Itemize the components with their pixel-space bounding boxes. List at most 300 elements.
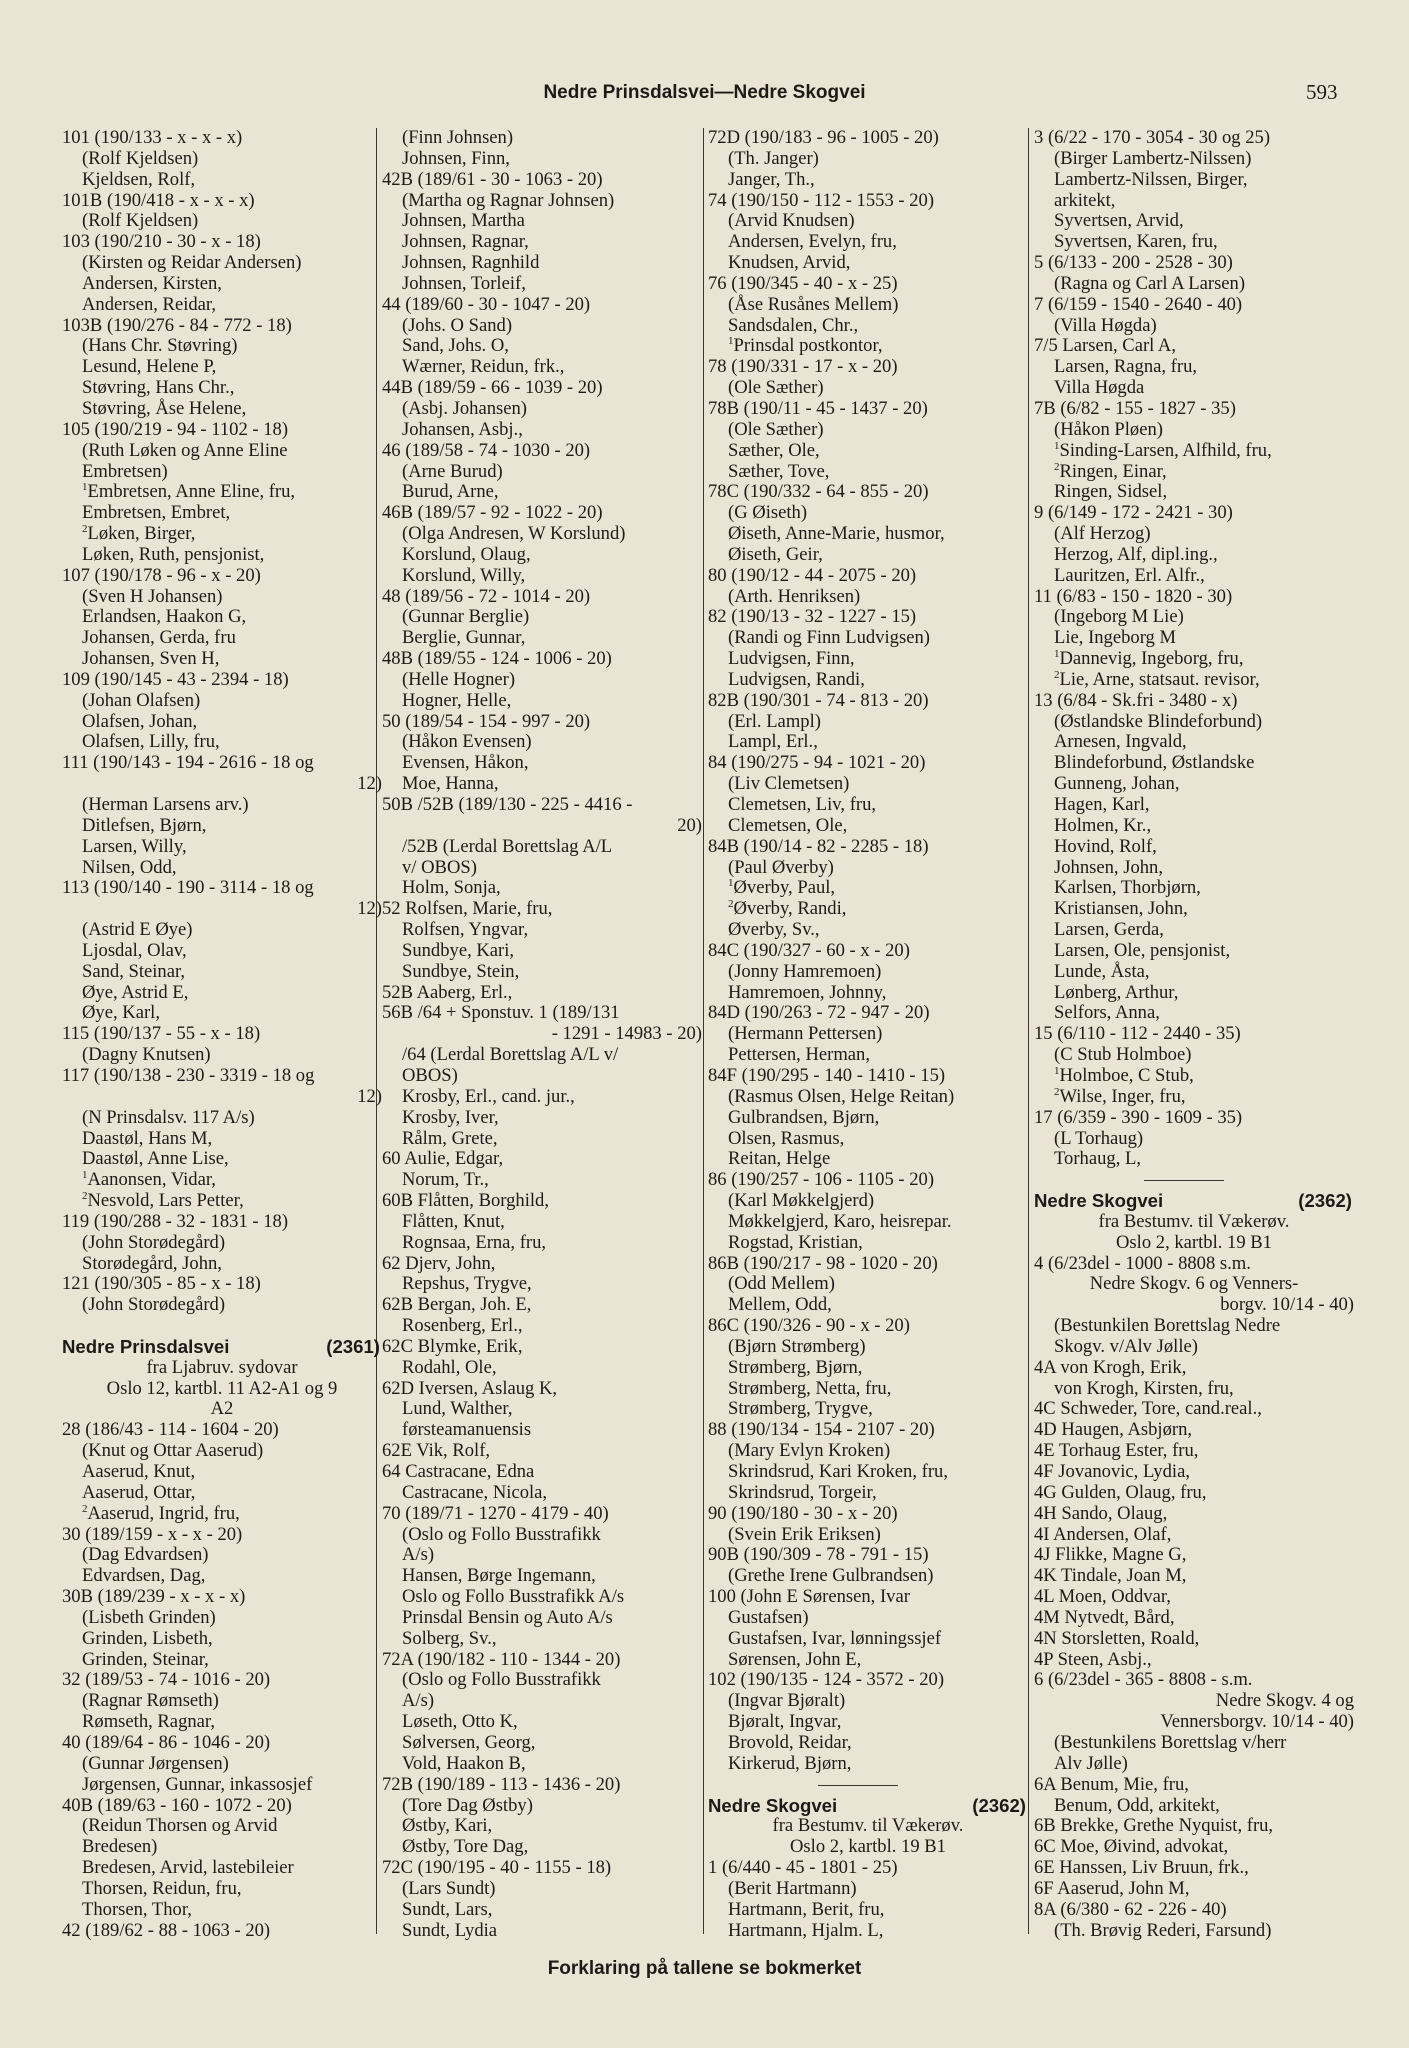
entry-line [382,1420,702,1441]
entry-line [62,858,382,879]
entry-line [1034,795,1354,816]
address-entry [382,1504,702,1525]
entry-line [62,1858,382,1879]
page-footer: Forklaring på tallene se bokmerket [547,1958,862,1979]
entry-text: 3 (6/22 - 170 - 3054 - 30 og 25) [1034,127,1271,148]
entry-text: (Svein Erik Eriksen) [728,1523,881,1545]
entry-text: 4K Tindale, Joan M, [1034,1565,1187,1587]
entry-text: 30B (189/239 - x - x - x) [62,1586,246,1608]
address-entry [1034,336,1354,357]
street-name: Nedre Skogvei [1034,1190,1164,1212]
entry-text: 84C (190/327 - 60 - x - 20) [708,939,910,961]
address-entry [382,1337,702,1358]
entry-line [708,1816,1028,1837]
entry-text: 11 (6/83 - 150 - 1820 - 30) [1034,585,1233,607]
address-entry [1034,1420,1354,1441]
entry-text: 4A von Krogh, Erik, [1034,1356,1187,1378]
address-entry [708,837,1028,858]
entry-line [62,649,382,670]
footnote-marker: 2 [82,1189,88,1202]
entry-text: 7 (6/159 - 1540 - 2640 - 40) [1034,293,1243,315]
entry-text: Gustafsen) [728,1606,809,1628]
section-rule [1034,1170,1354,1191]
entry-line [708,1629,1028,1650]
entry-text: Reitan, Helge [728,1148,831,1170]
entry-text: 52B Aaberg, Erl., [382,981,513,1003]
address-entry [382,295,702,316]
entry-line [1034,920,1354,941]
entry-line [708,628,1028,649]
entry-line [1034,1003,1354,1024]
entry-text: (Erl. Lampl) [728,710,821,732]
entry-text: 6B Brekke, Grethe Nyquist, fru, [1034,1815,1274,1837]
entry-text: Moe, Hanna, [402,773,499,795]
entry-text: Rålm, Grete, [402,1127,498,1149]
entry-text: Gustafsen, Ivar, lønningssjef [728,1627,942,1649]
entry-text: 4F Jovanovic, Lydia, [1034,1461,1190,1482]
entry-text: 64 Castracane, Edna [382,1461,535,1482]
entry-text: 40 (189/64 - 86 - 1046 - 20) [62,1731,271,1753]
entry-text: Aaserud, Ottar, [82,1481,196,1503]
address-entry [382,795,702,816]
entry-line [708,295,1028,316]
address-entry [1034,399,1354,420]
entry-text: (L Torhaug) [1054,1127,1144,1149]
entry-line [1034,962,1354,983]
address-entry [382,1003,702,1024]
entry-line [62,837,382,858]
address-entry [1034,587,1354,608]
entry-text: Nedre Skogv. 6 og Venners- [1089,1273,1299,1295]
entry-line [1034,441,1354,462]
entry-text: Nilsen, Odd, [82,856,177,878]
entry-text: Daastøl, Anne Lise, [82,1148,229,1170]
entry-text: Vennersborgv. 10/14 - 40) [1160,1711,1354,1733]
entry-text: Olafsen, Johan, [82,710,198,732]
address-entry [62,670,382,691]
entry-line [1034,1149,1354,1170]
entry-line [62,1170,382,1191]
entry-line [1034,816,1354,837]
entry-line [382,753,702,774]
entry-text: (Hermann Pettersen) [728,1023,883,1045]
address-entry [1034,1504,1354,1525]
entry-line [382,1316,702,1337]
entry-line [382,1712,702,1733]
entry-line [708,1191,1028,1212]
entry-text: Karlsen, Thorbjørn, [1054,877,1201,899]
entry-line [62,712,382,733]
entry-text: (Gunnar Jørgensen) [82,1752,229,1774]
entry-line [708,649,1028,670]
footnote-marker: 1 [1054,1064,1060,1077]
entry-text: Selfors, Anna, [1054,1002,1160,1024]
entry-text: (John Storødegård) [82,1231,226,1253]
address-entry [382,1650,702,1671]
entry-text: Sand, Steinar, [82,960,186,982]
entry-text: 62B Bergan, Joh. E, [382,1294,532,1316]
entry-text: Prinsdal Bensin og Auto A/s [402,1606,613,1628]
entry-line [382,1024,702,1045]
entry-text: fra Ljabruv. sydovar [146,1356,298,1378]
entry-text: Skogv. v/Alv Jølle) [1054,1335,1198,1357]
entry-text: (Bestunkilen Borettslag Nedre [1054,1315,1281,1337]
entry-line [62,1837,382,1858]
entry-text: Støvring, Hans Chr., [82,377,235,399]
entry-line [708,774,1028,795]
entry-line [1034,274,1354,295]
section-rule [708,1775,1028,1796]
entry-text: Andersen, Kirsten, [82,272,222,294]
entry-text: 90B (190/309 - 78 - 791 - 15) [708,1544,929,1566]
entry-text: 52 Rolfsen, Marie, fru, [382,898,553,920]
entry-text: Øiseth, Anne-Marie, husmor, [728,523,945,545]
entry-line [382,1170,702,1191]
entry-line [62,1441,382,1462]
entry-line [62,774,382,795]
entry-line [382,1233,702,1254]
entry-text: 101 (190/133 - x - x - x) [62,127,243,148]
entry-line [62,462,382,483]
entry-text: Bjøralt, Ingvar, [728,1711,842,1733]
entry-line [708,232,1028,253]
entry-text: Nesvold, Lars Petter, [87,1190,244,1212]
entry-text: (Bjørn Strømberg) [728,1335,866,1357]
address-entry [1034,1775,1354,1796]
entry-text: (John Storødegård) [82,1294,226,1316]
entry-line [62,1775,382,1796]
entry-text: Lambertz-Nilssen, Birger, [1054,168,1248,190]
entry-text: Erlandsen, Haakon G, [82,606,247,628]
entry-text: Oslo 2, kartbl. 19 B1 [1116,1231,1272,1253]
address-entry [382,1379,702,1400]
entry-text: Syvertsen, Arvid, [1054,210,1184,232]
entry-line [708,1879,1028,1900]
entry-line [708,1087,1028,1108]
entry-text: Øverby, Paul, [733,877,836,899]
entry-text: Holm, Sonja, [402,877,501,899]
entry-text: (N Prinsdalsv. 117 A/s) [82,1106,255,1128]
entry-line [382,357,702,378]
entry-text: 4N Storsletten, Roald, [1034,1627,1200,1649]
address-entry [708,691,1028,712]
entry-line [1034,1233,1354,1254]
entry-line [1034,628,1354,649]
entry-line [708,1650,1028,1671]
entry-text: Burud, Arne, [402,481,499,503]
entry-text: 121 (190/305 - 85 - x - 18) [62,1273,261,1295]
entry-line [708,1691,1028,1712]
entry-line [708,1525,1028,1546]
entry-line [382,191,702,212]
entry-text: (Østlandske Blindeforbund) [1054,710,1263,732]
entry-text: Kirkerud, Bjørn, [728,1752,852,1774]
footnote-marker: 2 [82,1502,88,1515]
address-entry [382,1295,702,1316]
entry-line [708,670,1028,691]
entry-text: Støvring, Åse Helene, [82,397,247,419]
entry-line [1034,1337,1354,1358]
entry-line [1034,1379,1354,1400]
entry-text: 12) [357,1085,382,1107]
entry-line [62,1462,382,1483]
entry-text: 86B (190/217 - 98 - 1020 - 20) [708,1252,938,1274]
entry-text: (Ragna og Carl A Larsen) [1054,272,1246,294]
entry-line [1034,1691,1354,1712]
entry-line [708,732,1028,753]
entry-line [62,253,382,274]
footnote-marker: 1 [728,335,734,348]
entry-line [708,1483,1028,1504]
entry-text: Embretsen, Embret, [82,502,231,524]
entry-text: Grinden, Steinar, [82,1648,209,1670]
entry-text: Sandsdalen, Chr., [728,314,859,336]
entry-line [62,628,382,649]
entry-text: 4E Torhaug Ester, fru, [1034,1440,1199,1462]
address-entry [708,1504,1028,1525]
entry-text: - 1291 - 14983 - 20) [551,1023,702,1045]
entry-text: Sundbye, Kari, [402,939,515,961]
entry-text: Olsen, Rasmus, [728,1127,845,1149]
address-entry [62,878,382,899]
address-entry [1034,1525,1354,1546]
entry-text: Ditlefsen, Bjørn, [82,814,207,836]
entry-line [382,1629,702,1650]
entry-text: Bredesen) [82,1836,158,1858]
entry-line [1034,232,1354,253]
entry-text: (Olga Andresen, W Korslund) [402,523,626,545]
entry-text: (Sven H Johansen) [82,585,223,607]
entry-line [62,503,382,524]
entry-text: Sæther, Ole, [728,439,820,461]
entry-line [1034,378,1354,399]
entry-text: Johansen, Asbj., [402,418,523,440]
entry-text: 70 (189/71 - 1270 - 4179 - 40) [382,1502,609,1524]
entry-line [1034,211,1354,232]
entry-text: Ringen, Sidsel, [1054,481,1168,503]
address-entry [1034,1566,1354,1587]
entry-text: 44B (189/59 - 66 - 1039 - 20) [382,377,603,399]
entry-text: Lie, Arne, statsaut. revisor, [1059,668,1260,690]
entry-text: 60 Aulie, Edgar, [382,1148,504,1170]
entry-text: Thorsen, Reidun, fru, [82,1877,242,1899]
entry-text: Pettersen, Herman, [728,1044,870,1066]
entry-text: Kristiansen, John, [1054,898,1188,920]
entry-line [382,837,702,858]
address-entry [62,1024,382,1045]
address-entry [1034,1399,1354,1420]
entry-text: Janger, Th., [728,168,815,190]
entry-text: Clemetsen, Liv, fru, [728,794,877,815]
entry-text: Hagen, Karl, [1054,794,1150,815]
entry-line [62,732,382,753]
entry-line [708,1337,1028,1358]
address-entry [382,587,702,608]
entry-text: 62E Vik, Rolf, [382,1440,491,1462]
entry-line [62,1608,382,1629]
entry-text: 84 (190/275 - 94 - 1021 - 20) [708,752,926,774]
entry-text: Johnsen, Ragnhild [402,252,540,274]
entry-line [708,1233,1028,1254]
entry-text: 4C Schweder, Tore, cand.real., [1034,1398,1262,1420]
entry-line [1034,357,1354,378]
entry-line [382,336,702,357]
entry-text: Andersen, Evelyn, fru, [728,231,897,253]
entry-text: 72D (190/183 - 96 - 1005 - 20) [708,127,939,148]
entry-text: 103B (190/276 - 84 - 772 - 18) [62,314,292,336]
entry-text: Sundt, Lars, [402,1898,493,1920]
entry-line [382,670,702,691]
entry-text: Torhaug, L, [1054,1148,1141,1170]
address-entry [382,1191,702,1212]
entry-line [708,1108,1028,1129]
address-entry [1034,1254,1354,1275]
entry-text: 103 (190/210 - 30 - x - 18) [62,231,261,253]
entry-line [382,1483,702,1504]
entry-text: 82B (190/301 - 74 - 813 - 20) [708,689,929,711]
entry-text: Johnsen, Martha [402,210,525,232]
entry-line [382,1525,702,1546]
entry-line [1034,462,1354,483]
entry-line [708,1837,1028,1858]
address-entry [62,1525,382,1546]
entry-text: (Rasmus Olsen, Helge Reitan) [728,1085,955,1107]
entry-line [382,545,702,566]
footnote-marker: 2 [1054,460,1060,473]
entry-text: Grinden, Lisbeth, [82,1627,213,1649]
address-entry [708,274,1028,295]
entry-text: 48B (189/55 - 124 - 1006 - 20) [382,648,612,670]
entry-text: Krosby, Erl., cand. jur., [402,1085,575,1107]
entry-line [62,1691,382,1712]
entry-text: Arnesen, Ingvald, [1054,731,1187,753]
address-entry [382,1858,702,1879]
entry-line [382,274,702,295]
entry-line [1034,774,1354,795]
entry-text: Øverby, Sv., [728,919,820,941]
address-entry [382,1149,702,1170]
entry-text: Rogstad, Kristian, [728,1231,863,1253]
address-entry [708,1420,1028,1441]
street-heading [708,1796,1028,1817]
address-entry [382,1441,702,1462]
entry-line [1034,524,1354,545]
entry-text: Aaserud, Ingrid, fru, [87,1502,240,1524]
entry-line [62,795,382,816]
entry-line [62,170,382,191]
entry-text: Skrindsrud, Torgeir, [728,1481,877,1503]
entry-line [708,545,1028,566]
entry-text: Lunde, Åsta, [1054,960,1150,982]
entry-text: Skrindsrud, Kari Kroken, fru, [728,1461,948,1482]
entry-text: fra Bestumv. til Vækerøv. [772,1815,964,1837]
entry-line [62,1504,382,1525]
entry-text: Korslund, Olaug, [402,543,531,565]
entry-line [1034,1212,1354,1233]
entry-line [1034,566,1354,587]
entry-line [382,1066,702,1087]
footnote-marker: 1 [1054,439,1060,452]
entry-line [708,816,1028,837]
entry-text: Daastøl, Hans M, [82,1127,213,1149]
entry-text: Hovind, Rolf, [1054,835,1157,857]
entry-text: 6F Aaserud, John M, [1034,1877,1190,1899]
entry-text: (Oslo og Follo Busstrafikk [402,1669,601,1691]
entry-line [708,1441,1028,1462]
entry-line [1034,191,1354,212]
entry-text: Larsen, Ole, pensjonist, [1054,939,1231,961]
entry-text: (Paul Øverby) [728,856,834,878]
entry-text: Hansen, Børge Ingemann, [402,1565,596,1587]
entry-text: Oslo og Follo Busstrafikk A/s [402,1586,625,1608]
entry-text: 4M Nytvedt, Bård, [1034,1606,1175,1628]
entry-text: fra Bestumv. til Vækerøv. [1098,1210,1290,1232]
entry-text: (Johs. O Sand) [402,314,513,336]
address-entry [708,1587,1028,1608]
entry-text: 12) [357,773,382,795]
entry-line [1034,837,1354,858]
entry-text: 78 (190/331 - 17 - x - 20) [708,356,898,378]
entry-text: Mellem, Odd, [728,1294,832,1316]
entry-text: (Ragnar Rømseth) [82,1690,219,1712]
address-entry [708,1858,1028,1879]
entry-text: Sundbye, Stein, [402,960,520,982]
entry-text: Lampl, Erl., [728,731,818,753]
entry-line [1034,1316,1354,1337]
address-entry [1034,1858,1354,1879]
entry-line [382,253,702,274]
entry-line [708,420,1028,441]
address-entry [708,357,1028,378]
address-entry [382,712,702,733]
entry-text: 1 (6/440 - 45 - 1801 - 25) [708,1857,898,1879]
entry-text: Jørgensen, Gunnar, inkassosjef [82,1773,313,1795]
entry-text: Øverby, Randi, [733,898,847,920]
entry-text: Lund, Walther, [402,1398,513,1420]
entry-line [1034,607,1354,628]
entry-text: Løken, Birger, [87,523,196,545]
entry-text: 4D Haugen, Asbjørn, [1034,1419,1193,1441]
entry-text: 42B (189/61 - 30 - 1063 - 20) [382,168,603,190]
entry-line [708,1399,1028,1420]
address-entry [1034,691,1354,712]
entry-line [62,524,382,545]
entry-text: Oslo 12, kartbl. 11 A2-A1 og 9 [106,1377,338,1399]
entry-text: (Lars Sundt) [402,1877,496,1899]
entry-text: (Gunnar Berglie) [402,606,530,628]
entry-line [382,858,702,879]
entry-text: (Odd Mellem) [728,1273,835,1295]
entry-text: Ringen, Einar, [1059,460,1167,482]
entry-text: Wærner, Reidun, frk., [402,356,565,378]
entry-line [708,878,1028,899]
entry-text: 88 (190/134 - 154 - 2107 - 20) [708,1419,935,1441]
entry-text: (Tore Dag Østby) [402,1794,533,1816]
entry-text: Østby, Kari, [402,1815,493,1837]
address-entry [62,191,382,212]
entry-line [1034,1129,1354,1150]
entry-text: (G Øiseth) [728,502,808,524]
address-entry [708,482,1028,503]
entry-text: 42 (189/62 - 88 - 1063 - 20) [62,1919,271,1941]
entry-line [708,858,1028,879]
entry-line [1034,649,1354,670]
entry-line [1034,732,1354,753]
entry-text: Andersen, Reidar, [82,293,217,315]
entry-text: 101B (190/418 - x - x - x) [62,189,255,211]
entry-line [708,149,1028,170]
entry-line [382,1921,702,1942]
